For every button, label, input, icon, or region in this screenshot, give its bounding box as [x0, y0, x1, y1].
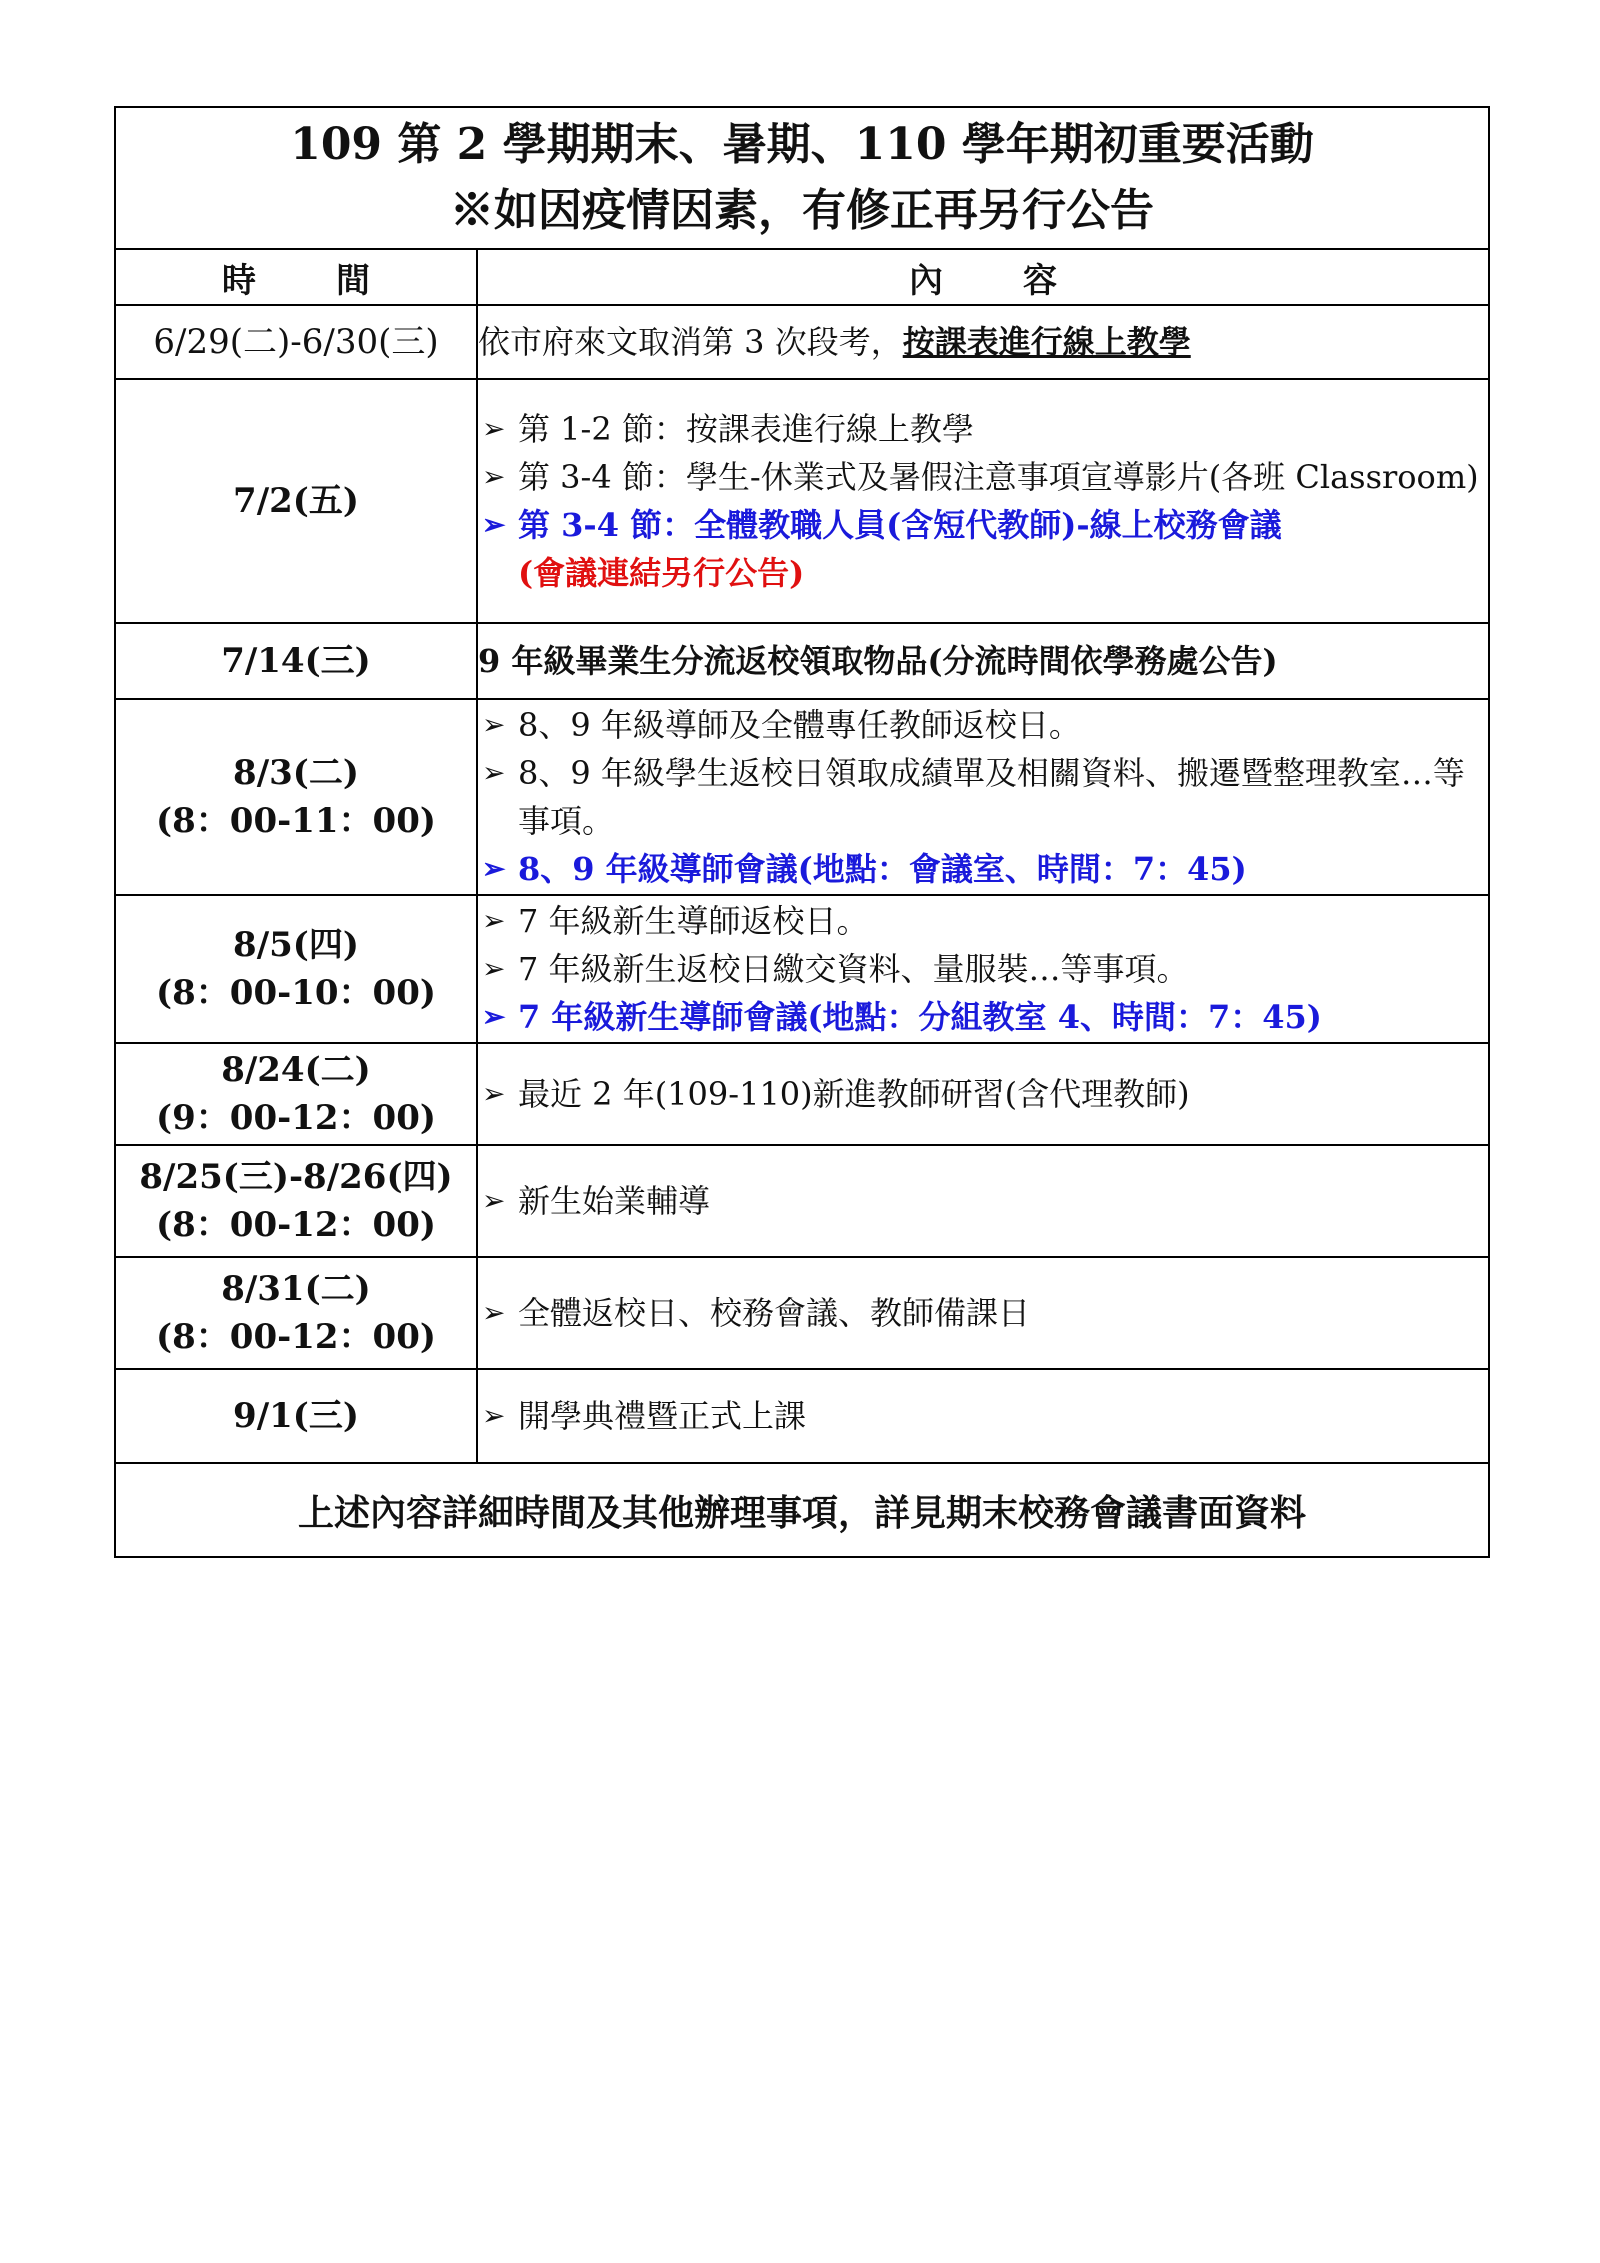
page-title: [115, 107, 1489, 249]
list-item: [478, 749, 1488, 845]
list-item: [478, 1392, 1488, 1440]
content-text: 依市府來文取消第 3 次段考，: [478, 323, 903, 361]
footer-row: [115, 1463, 1489, 1557]
arrow-bullet-icon: ➢: [482, 1184, 506, 1217]
header-row: [115, 249, 1489, 305]
arrow-bullet-icon: ➢: [482, 412, 506, 445]
arrow-bullet-icon: ➢: [482, 1000, 506, 1033]
header-content: [477, 249, 1489, 305]
row-time: [115, 895, 477, 1043]
header-time: [115, 249, 477, 305]
header-time-label: 時間: [222, 260, 450, 301]
row-content: [477, 305, 1489, 379]
row-content: [477, 623, 1489, 699]
table-row: [115, 1145, 1489, 1257]
list-item: [478, 897, 1488, 945]
list-item: [478, 1289, 1488, 1337]
item-text: 第 3-4 節：學生-休業式及暑假注意事項宣導影片(各班 Classroom): [518, 458, 1479, 496]
row-content: [477, 895, 1489, 1043]
arrow-bullet-icon: ➢: [482, 756, 506, 789]
item-text: 8、9 年級導師會議(地點：會議室、時間：7：45): [518, 850, 1247, 888]
title-line-2: ※如因疫情因素，有修正再另行公告: [450, 185, 1154, 236]
arrow-bullet-icon: ➢: [482, 460, 506, 493]
time-date: 8/3(二): [233, 753, 359, 793]
item-text: 7 年級新生導師會議(地點：分組教室 4、時間：7：45): [518, 998, 1322, 1036]
table-row: [115, 1043, 1489, 1145]
item-text: 最近 2 年(109-110)新進教師研習(含代理教師): [518, 1075, 1190, 1113]
table-row: [115, 1257, 1489, 1369]
item-note: (會議連結另行公告): [518, 554, 805, 592]
time-date: 8/5(四): [233, 925, 359, 965]
table-row: [115, 305, 1489, 379]
item-list: [478, 701, 1488, 893]
time-hours: (8：00-10：00): [156, 973, 436, 1013]
content-emphasis: 按課表進行線上教學: [902, 323, 1191, 361]
footer-note: 上述內容詳細時間及其他辦理事項，詳見期末校務會議書面資料: [115, 1463, 1489, 1557]
list-item: [478, 405, 1488, 453]
item-text: 7 年級新生返校日繳交資料、量服裝…等事項。: [518, 950, 1189, 988]
time-hours: (8：00-12：00): [156, 1205, 436, 1245]
time-text: 9/1(三): [233, 1396, 359, 1436]
content-text: 9 年級畢業生分流返校領取物品(分流時間依學務處公告): [478, 642, 1278, 680]
item-text: 新生始業輔導: [518, 1182, 711, 1220]
arrow-bullet-icon: ➢: [482, 852, 506, 885]
row-time: [115, 1145, 477, 1257]
time-hours: (8：00-12：00): [156, 1317, 436, 1357]
title-row: [115, 107, 1489, 249]
table-row: [115, 699, 1489, 895]
list-item: [478, 501, 1488, 597]
arrow-bullet-icon: ➢: [482, 708, 506, 741]
table-row: [115, 1369, 1489, 1463]
row-content: [477, 699, 1489, 895]
item-list: [478, 897, 1488, 1041]
item-text: 開學典禮暨正式上課: [518, 1397, 807, 1435]
table-row: [115, 379, 1489, 623]
arrow-bullet-icon: ➢: [482, 904, 506, 937]
time-text: 7/14(三): [221, 641, 371, 681]
arrow-bullet-icon: ➢: [482, 508, 506, 541]
table-row: [115, 623, 1489, 699]
item-text: 7 年級新生導師返校日。: [518, 902, 869, 940]
row-time: [115, 699, 477, 895]
item-text: 第 3-4 節：全體教職人員(含短代教師)-線上校務會議: [518, 506, 1282, 544]
item-text: 8、9 年級導師及全體專任教師返校日。: [518, 706, 1081, 744]
row-content: [477, 1145, 1489, 1257]
row-content: [477, 379, 1489, 623]
schedule-table: [114, 106, 1490, 1558]
row-time: [115, 379, 477, 623]
list-item: [478, 453, 1488, 501]
arrow-bullet-icon: ➢: [482, 1077, 506, 1110]
time-hours: (9：00-12：00): [156, 1098, 436, 1138]
item-list: [478, 1392, 1488, 1440]
table-row: [115, 895, 1489, 1043]
item-list: [478, 1177, 1488, 1225]
header-content-label: 內容: [909, 260, 1137, 301]
time-date: 8/31(二): [221, 1269, 371, 1309]
list-item: [478, 845, 1488, 893]
list-item: [478, 1177, 1488, 1225]
item-text: 全體返校日、校務會議、教師備課日: [518, 1294, 1031, 1332]
time-text: 7/2(五): [233, 481, 359, 521]
item-text: 8、9 年級學生返校日領取成績單及相關資料、搬遷暨整理教室…等事項。: [518, 754, 1465, 840]
row-content: [477, 1257, 1489, 1369]
list-item: [478, 945, 1488, 993]
item-text: 第 1-2 節：按課表進行線上教學: [518, 410, 974, 448]
time-date: 8/25(三)-8/26(四): [139, 1157, 453, 1197]
arrow-bullet-icon: ➢: [482, 1399, 506, 1432]
row-time: [115, 1043, 477, 1145]
item-list: [478, 1289, 1488, 1337]
title-line-1: 109 第 2 學期期末、暑期、110 學年期初重要活動: [290, 119, 1314, 170]
time-text: 6/29(二)-6/30(三): [153, 322, 439, 362]
row-time: [115, 623, 477, 699]
arrow-bullet-icon: ➢: [482, 952, 506, 985]
time-date: 8/24(二): [221, 1050, 371, 1090]
list-item: [478, 993, 1488, 1041]
row-content: [477, 1043, 1489, 1145]
row-content: [477, 1369, 1489, 1463]
row-time: [115, 305, 477, 379]
item-list: [478, 405, 1488, 597]
list-item: [478, 1070, 1488, 1118]
row-time: [115, 1257, 477, 1369]
list-item: [478, 701, 1488, 749]
row-time: [115, 1369, 477, 1463]
item-list: [478, 1070, 1488, 1118]
arrow-bullet-icon: ➢: [482, 1296, 506, 1329]
time-hours: (8：00-11：00): [156, 801, 436, 841]
